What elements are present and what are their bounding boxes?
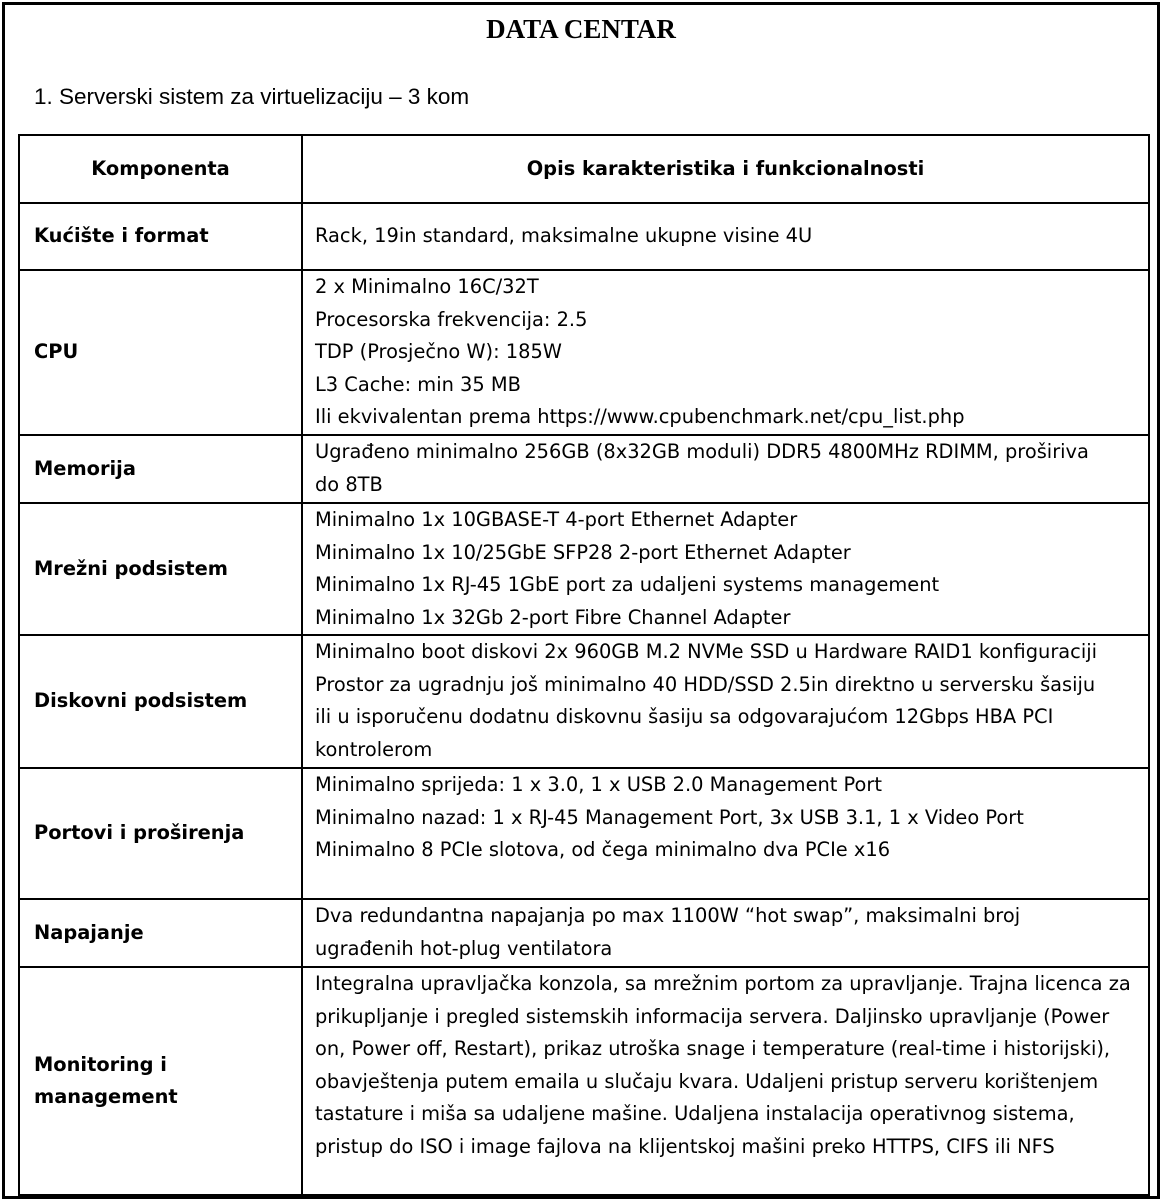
description-line: Prostor za ugradnju još minimalno 40 HDD/SSD 2.5in direktno u serversku šasiju: [315, 672, 1096, 696]
description-cell: [302, 899, 1149, 967]
description-line: Dva redundantna napajanja po max 1100W “hot swap”, maksimalni broj: [315, 904, 1021, 927]
table-row: [19, 203, 1149, 270]
component-cell: Diskovni podsistem: [19, 635, 302, 768]
description-line: Procesorska frekvencija: 2.5: [315, 307, 588, 331]
section-heading: 1. Serverski sistem za virtuelizaciju – 3 kom: [34, 84, 470, 109]
specification-table: [18, 134, 1150, 1196]
description-cell: [302, 270, 1149, 435]
description-line: Minimalno 1x 10/25GbE SFP28 2-port Ethernet Adapter: [315, 540, 851, 564]
description-line: Minimalno sprijeda: 1 x 3.0, 1 x USB 2.0 Management Port: [315, 773, 882, 796]
component-cell: Memorija: [19, 435, 302, 503]
description-line: Minimalno 1x RJ-45 1GbE port za udaljeni systems management: [315, 573, 940, 596]
component-cell: Napajanje: [19, 899, 302, 967]
description-cell: [302, 635, 1149, 768]
description-cell: [302, 435, 1149, 503]
description-line: L3 Cache: min 35 MB: [315, 372, 521, 396]
component-cell: Kućište i format: [19, 203, 302, 270]
description-line: Minimalno 1x 32Gb 2-port Fibre Channel Adapter: [315, 605, 791, 629]
description-line: Minimalno 1x 10GBASE-T 4-port Ethernet Adapter: [315, 508, 798, 531]
table-row: [19, 270, 1149, 435]
description-cell: [302, 967, 1149, 1195]
description-line: TDP (Prosječno W): 185W: [315, 340, 562, 363]
description-line: 2 x Minimalno 16C/32T: [315, 275, 539, 298]
table-row: [19, 435, 1149, 503]
description-line: kontrolerom: [315, 737, 433, 761]
description-cell: [302, 768, 1149, 899]
description-line: Rack, 19in standard, maksimalne ukupne visine 4U: [315, 224, 813, 248]
table-row: [19, 967, 1149, 1195]
description-line: Ili ekvivalentan prema https://www.cpubenchmark.net/cpu_list.php: [315, 405, 965, 428]
table-header-row: [19, 135, 1149, 203]
component-cell: CPU: [19, 270, 302, 435]
description-line: do 8TB: [315, 472, 383, 496]
component-cell: Monitoring i management: [19, 967, 302, 1195]
component-cell: Portovi i proširenja: [19, 768, 302, 899]
header-description: Opis karakteristika i funkcionalnosti: [302, 135, 1149, 203]
table-row: [19, 635, 1149, 768]
description-line: Minimalno 8 PCIe slotova, od čega minimalno dva PCIe x16: [315, 838, 891, 861]
description-line: ugrađenih hot-plug ventilatora: [315, 936, 613, 960]
table-row: [19, 899, 1149, 967]
table-row: [19, 503, 1149, 635]
header-component: Komponenta: [19, 135, 302, 203]
description-line: ili u isporučenu dodatnu diskovnu šasiju sa odgovarajućom 12Gbps HBA PCI: [315, 705, 1054, 728]
description-line: Minimalno boot diskovi 2x 960GB M.2 NVMe SSD u Hardware RAID1 konfiguraciji: [315, 640, 1097, 663]
description-cell: [302, 503, 1149, 635]
description-cell: [302, 203, 1149, 270]
table-row: [19, 768, 1149, 899]
description-paragraph: Integralna upravljačka konzola, sa mrežnim portom za upravljanje. Trajna licenca za prikupljanje i pregled sistemskih informacija servera. Daljinsko upravljanje (Power on, Power off, Restart), prikaz utroška snage i temperature (real-time i historijski), obavještenja putem emaila u slučaju kvara. Udaljeni pristup serveru korištenjem tastature i miša sa udaljene mašine. Udaljena instalacija operativnog sistema, pristup do ISO i image fajlova na klijentskoj mašini preko HTTPS, CIFS ili NFS: [315, 972, 1131, 1158]
document-title: DATA CENTAR: [486, 14, 676, 44]
description-line: Minimalno nazad: 1 x RJ-45 Management Port, 3x USB 3.1, 1 x Video Port: [315, 805, 1024, 829]
description-line: Ugrađeno minimalno 256GB (8x32GB moduli) DDR5 4800MHz RDIMM, proširiva: [315, 440, 1089, 463]
component-cell: Mrežni podsistem: [19, 503, 302, 635]
